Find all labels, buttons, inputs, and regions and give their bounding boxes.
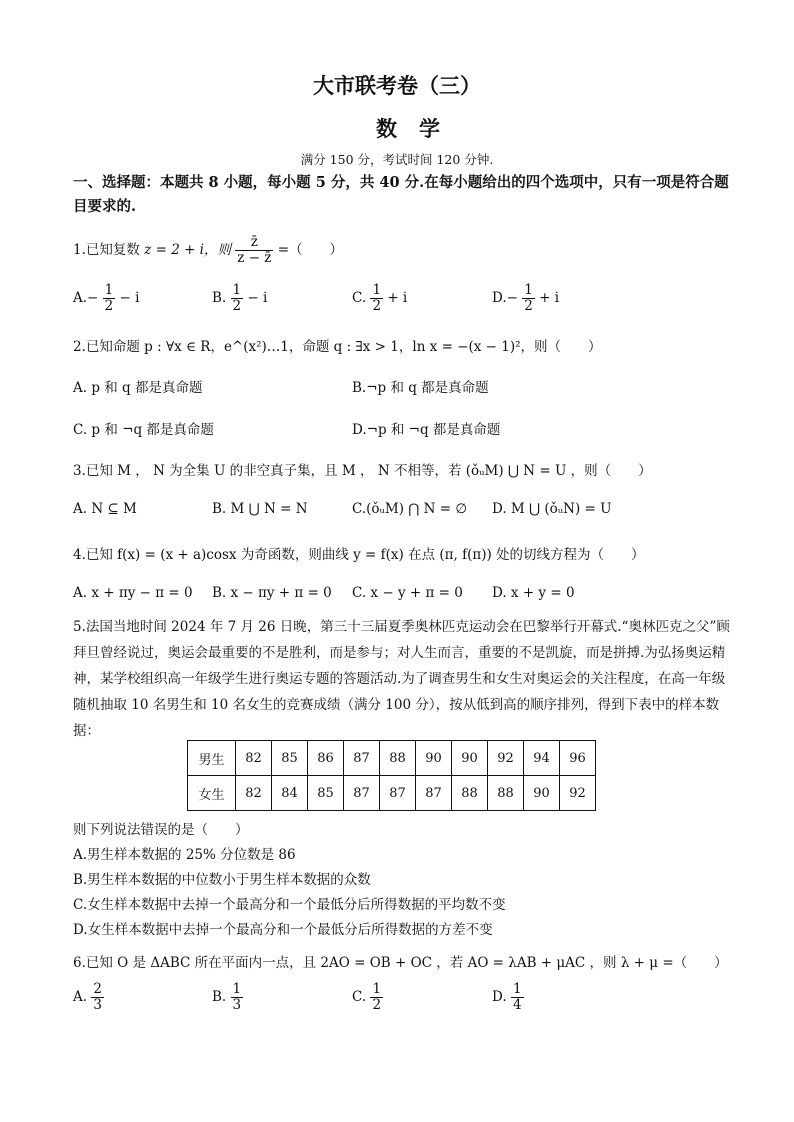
q1-option-d-den: 2 xyxy=(524,297,533,314)
q6-option-a-fraction xyxy=(91,982,104,1013)
table-row-label: 女生 xyxy=(188,776,236,811)
table-cell: 86 xyxy=(308,741,344,776)
q3-option-d[interactable]: D. M ⋃ (ǒᵤN) = U xyxy=(492,501,612,517)
q1-option-b-fraction xyxy=(231,283,244,314)
table-cell: 87 xyxy=(416,776,452,811)
q6-option-c-den: 2 xyxy=(372,996,382,1013)
q5-option-c[interactable]: C.女生样本数据中去掉一个最高分和一个最低分后所得数据的平均数不变 xyxy=(73,897,506,913)
q1-option-d-fraction xyxy=(522,283,535,314)
q4-option-d[interactable]: D. x + y = 0 xyxy=(492,585,575,601)
table-cell: 96 xyxy=(560,741,596,776)
q1-option-a-sign: − xyxy=(87,289,99,306)
q1-option-c-den: 2 xyxy=(372,297,382,314)
q6-option-c-fraction xyxy=(370,982,383,1013)
q4-option-a[interactable]: A. x + πy − π = 0 xyxy=(73,585,193,601)
q2-option-b[interactable]: B.¬p 和 q 都是真命题 xyxy=(352,380,489,396)
q1-option-c-label: C. xyxy=(352,289,367,306)
table-cell: 82 xyxy=(236,741,272,776)
table-cell: 90 xyxy=(416,741,452,776)
table-row-girls xyxy=(188,776,596,811)
q6-option-d-den: 4 xyxy=(512,996,522,1013)
table-cell: 87 xyxy=(344,776,380,811)
q1-option-a-label: A. xyxy=(73,289,88,306)
q1-option-a-den: 2 xyxy=(104,297,114,314)
table-cell: 92 xyxy=(560,776,596,811)
question-2-stem: 2.已知命题 p : ∀x ∈ R，e^(x²)…1，命题 q : ∃x > 1，ln x = −(x − 1)²，则（ ） xyxy=(73,339,602,355)
q1-suffix: =（ ） xyxy=(277,242,344,258)
exam-info: 满分 150 分，考试时间 120 分钟. xyxy=(300,152,494,167)
q1-option-b-tail: − i xyxy=(247,289,268,306)
q6-option-b-num: 1 xyxy=(232,981,242,997)
q1-option-b[interactable] xyxy=(212,283,267,314)
q6-option-c-num: 1 xyxy=(372,981,382,997)
q2-option-c[interactable]: C. p 和 ¬q 都是真命题 xyxy=(73,422,214,438)
q3-option-b[interactable]: B. M ⋃ N = N xyxy=(212,501,308,517)
q1-prefix: 1.已知复数 xyxy=(73,242,140,258)
q6-option-d-num: 1 xyxy=(512,981,522,997)
q1-option-a-fraction xyxy=(103,283,116,314)
q3-option-a[interactable]: A. N ⊆ M xyxy=(73,501,137,517)
question-3-stem: 3.已知 M ， N 为全集 U 的非空真子集，且 M ， N 不相等，若 (ǒᵤM) ⋃ N = U ，则（ ） xyxy=(73,463,652,479)
exam-title: 大市联考卷（三） xyxy=(313,73,481,98)
q1-option-b-num: 1 xyxy=(232,282,242,298)
table-cell: 85 xyxy=(272,741,308,776)
q1-option-c-fraction xyxy=(370,283,383,314)
table-cell: 90 xyxy=(524,776,560,811)
q1-option-d[interactable] xyxy=(492,283,559,314)
table-row-label: 男生 xyxy=(188,741,236,776)
q4-option-b[interactable]: B. x − πy + π = 0 xyxy=(212,585,332,601)
q6-option-a-num: 2 xyxy=(93,981,102,997)
q5-option-a[interactable]: A.男生样本数据的 25% 分位数是 86 xyxy=(73,847,296,863)
question-6-stem: 6.已知 O 是 ΔABC 所在平面内一点，且 2AO = OB + OC ，若 AO = λAB + μAC ，则 λ + μ =（ ） xyxy=(73,955,728,971)
q1-fraction-numerator: z̄ xyxy=(235,235,273,251)
q5-option-b[interactable]: B.男生样本数据的中位数小于男生样本数据的众数 xyxy=(73,872,371,888)
table-cell: 87 xyxy=(344,741,380,776)
q1-option-d-label: D. xyxy=(492,289,507,306)
table-cell: 85 xyxy=(308,776,344,811)
q6-option-b-den: 3 xyxy=(232,996,242,1013)
q1-option-b-den: 2 xyxy=(232,297,242,314)
q1-option-c-num: 1 xyxy=(372,282,382,298)
q6-option-d-label: D. xyxy=(492,988,507,1005)
q5-question: 则下列说法错误的是（ ） xyxy=(73,822,249,838)
table-cell: 88 xyxy=(488,776,524,811)
question-5-stem: 5.法国当地时间 2024 年 7 月 26 日晚，第三十三届夏季奥林匹克运动会在巴黎举行开幕式.“奥林匹克之父”顾拜旦曾经说过，奥运会最重要的不是胜利，而是参与；对人生而言，重要的不是凯旋，而是拼搏.为弘扬奥运精神，某学校组织高一年级学生进行奥运专题的答题活动.为了调查男生和女生对奥运会的关注程度，在高一年级随机抽取 10 名男生和 10 名女生的竞赛成绩（满分 100 分），按从低到高的顺序排列，得到下表中的样本数据： xyxy=(73,619,730,739)
q5-score-table xyxy=(187,740,596,811)
q1-option-b-label: B. xyxy=(212,289,227,306)
table-cell: 82 xyxy=(236,776,272,811)
section-heading: 一、选择题：本题共 8 小题，每小题 5 分，共 40 分.在每小题给出的四个选项中，只有一项是符合题目要求的. xyxy=(73,174,729,215)
q6-option-d-fraction xyxy=(511,982,524,1013)
q1-fraction xyxy=(235,235,273,266)
q1-option-d-num: 1 xyxy=(524,282,533,298)
table-cell: 88 xyxy=(452,776,488,811)
q1-fraction-denominator: z − z̄ xyxy=(237,250,272,266)
table-cell: 88 xyxy=(380,741,416,776)
q3-option-c[interactable]: C.(ǒᵤM) ⋂ N = ∅ xyxy=(352,501,468,517)
q1-option-d-tail: + i xyxy=(539,289,560,306)
q1-option-a[interactable] xyxy=(73,283,139,314)
table-cell: 92 xyxy=(488,741,524,776)
q6-option-b-label: B. xyxy=(212,988,227,1005)
q1-option-a-num: 1 xyxy=(104,282,114,298)
q1-condition: z = 2 + i，则 xyxy=(144,242,231,258)
table-cell: 84 xyxy=(272,776,308,811)
q6-option-b[interactable] xyxy=(212,982,243,1013)
q4-option-c[interactable]: C. x − y + π = 0 xyxy=(352,585,463,601)
q2-option-d[interactable]: D.¬p 和 ¬q 都是真命题 xyxy=(352,422,501,438)
q2-option-a[interactable]: A. p 和 q 都是真命题 xyxy=(73,380,203,396)
question-4-stem: 4.已知 f(x) = (x + a)cosx 为奇函数，则曲线 y = f(x) 在点 (π, f(π)) 处的切线方程为（ ） xyxy=(73,547,645,563)
q6-option-a-den: 3 xyxy=(93,996,102,1013)
q6-option-a-label: A. xyxy=(73,988,88,1005)
q1-option-d-sign: − xyxy=(506,289,518,306)
q1-option-c-tail: + i xyxy=(387,289,408,306)
q5-option-d[interactable]: D.女生样本数据中去掉一个最高分和一个最低分后所得数据的方差不变 xyxy=(73,922,493,938)
q1-option-c[interactable] xyxy=(352,283,407,314)
q6-option-d[interactable] xyxy=(492,982,524,1013)
table-cell: 94 xyxy=(524,741,560,776)
table-cell: 87 xyxy=(380,776,416,811)
q6-option-a[interactable] xyxy=(73,982,104,1013)
q6-option-c-label: C. xyxy=(352,988,367,1005)
q6-option-c[interactable] xyxy=(352,982,383,1013)
q1-option-a-tail: − i xyxy=(119,289,140,306)
subject-title: 数学 xyxy=(376,116,462,141)
question-1-stem xyxy=(73,232,343,268)
table-cell: 90 xyxy=(452,741,488,776)
table-row-boys xyxy=(188,741,596,776)
q6-option-b-fraction xyxy=(231,982,244,1013)
